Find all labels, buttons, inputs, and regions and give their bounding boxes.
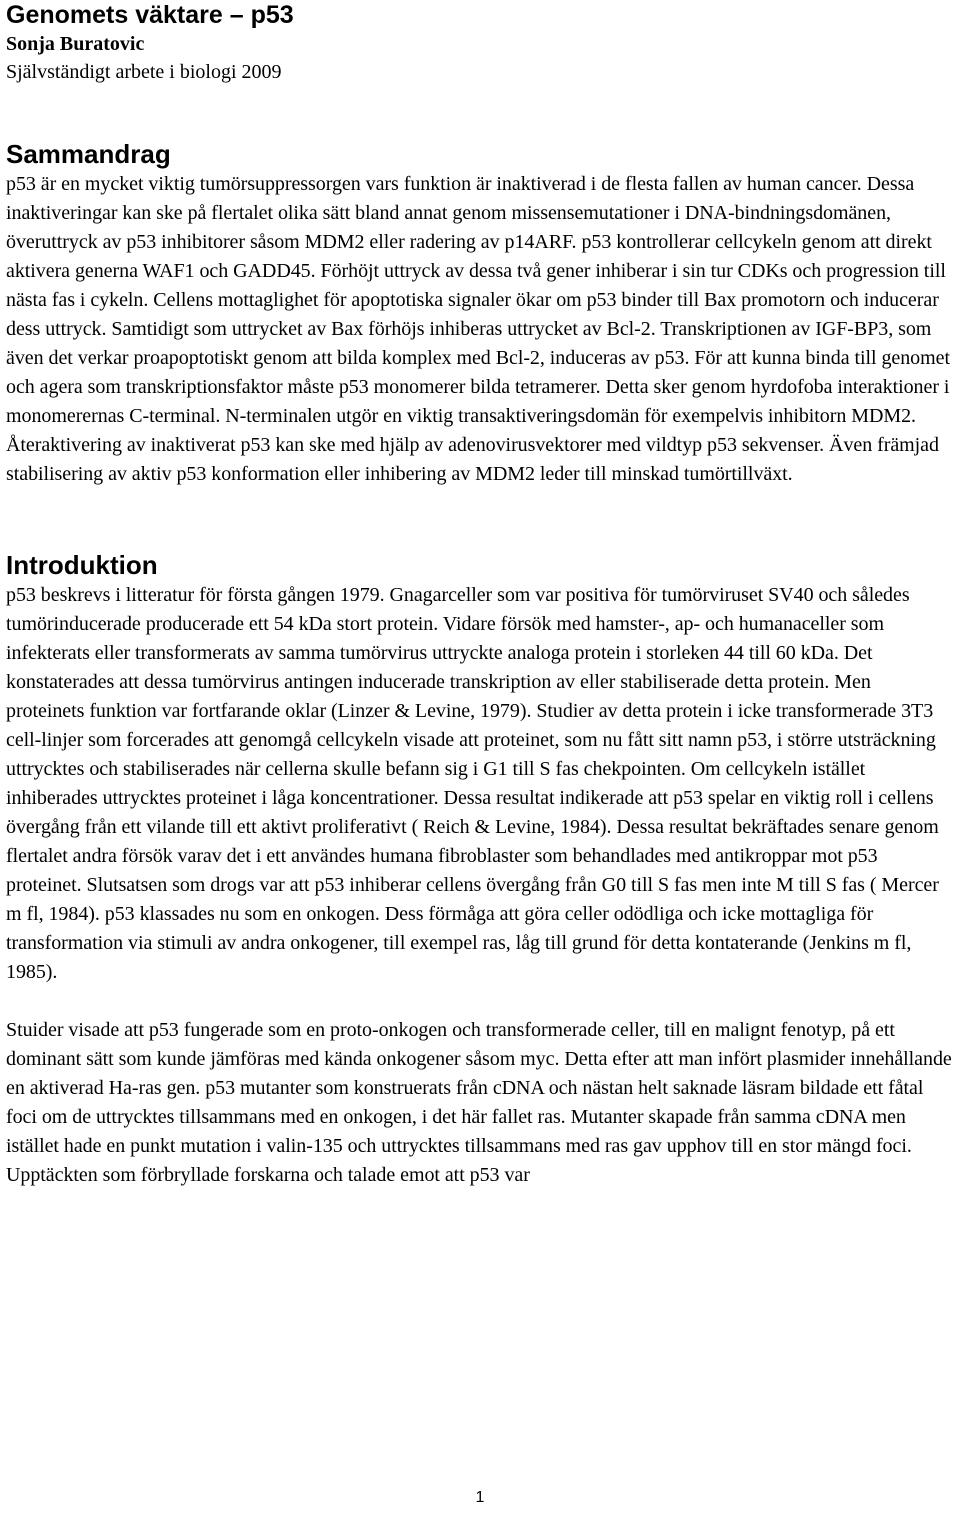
introduction-heading: Introduktion — [6, 550, 158, 580]
introduction-paragraph-1: p53 beskrevs i litteratur för första gången 1979. Gnagarceller som var positiva för tumörviruset SV40 och således tumörinducerade producerade ett 54 kDa stort protein. Vidare försök med hamster-, ap- och humanaceller som infekterats eller transformerats av samma tumörvirus uttryckte analoga protein i storleken 44 till 60 kDa. Det konstaterades att dessa tumörvirus antingen inducerade transkription av eller stabiliserade detta protein. Men proteinets funktion var fortfarande oklar (Linzer & Levine, 1979). Studier av detta protein i icke transformerade 3T3 cell-linjer som forcerades att genomgå cellcykeln visade att proteinet, som nu fått sitt namn p53, i större utsträckning uttrycktes och stabiliserades när cellerna skulle befann sig i G1 till S fas chekpointen. Om cellcykeln istället inhiberades uttrycktes proteinet i låga koncentrationer. Dessa resultat indikerade att p53 spelar en viktig roll i cellens övergång från ett vilande till ett aktivt proliferativt ( Reich & Levine, 1984). Dessa resultat bekräftades senare genom flertalet andra försök varav det i ett användes humana fibroblaster som behandlades med antikroppar mot p53 proteinet. Slutsatsen som drogs var att p53 inhiberar cellens övergång från G0 till S fas men inte M till S fas ( Mercer m fl, 1984). p53 klassades nu som en onkogen. Dess förmåga att göra celler odödliga och icke mottagliga för transformation via stimuli av andra onkogener, till exempel ras, låg till grund för detta kontaterande (Jenkins m fl, 1985). — [6, 584, 939, 983]
document-title: Genomets väktare – p53 — [6, 1, 294, 29]
introduction-paragraph-2: Stuider visade att p53 fungerade som en proto-onkogen och transformerade celler, till en malignt fenotyp, på ett dominant sätt som kunde jämföras med kända onkogener såsom myc. Detta efter att man infört plasmider innehållande en aktiverad Ha-ras gen. p53 mutanter som konstruerats från cDNA och nästan helt saknade läsram bildade ett fåtal foci om de uttrycktes tillsammans med en onkogen, i det här fallet ras. Mutanter skapade från samma cDNA men istället hade en punkt mutation i valin-135 och uttrycktes tillsammans med ras gav upphov till en stor mängd foci. Upptäckten som förbryllade forskarna och talade emot att p53 var — [6, 1019, 952, 1186]
summary-heading: Sammandrag — [6, 139, 171, 169]
summary-paragraph: p53 är en mycket viktig tumörsuppressorgen vars funktion är inaktiverad i de flesta fallen av human cancer. Dessa inaktiveringar kan ske på flertalet olika sätt bland annat genom missensemutationer i DNA-bindningsdomänen, överuttryck av p53 inhibitorer såsom MDM2 eller radering av p14ARF. p53 kontrollerar cellcykeln genom att direkt aktivera generna WAF1 och GADD45. Förhöjt uttryck av dessa två gener inhiberar i sin tur CDKs och progression till nästa fas i cykeln. Cellens mottaglighet för apoptotiska signaler ökar om p53 binder till Bax promotorn och inducerar dess uttryck. Samtidigt som uttrycket av Bax förhöjs inhiberas uttrycket av Bcl-2. Transkriptionen av IGF-BP3, som även det verkar proapoptotiskt genom att bilda komplex med Bcl-2, induceras av p53. För att kunna binda till genomet och agera som transkriptionsfaktor måste p53 monomerer bilda tetramerer. Detta sker genom hyrdofoba interaktioner i monomerernas C-terminal. N-terminalen utgör en viktig transaktiveringsdomän för exempelvis inhibitorn MDM2. Återaktivering av inaktiverat p53 kan ske med hjälp av adenovirusvektorer med vildtyp p53 sekvenser. Även främjad stabilisering av aktiv p53 konformation eller inhibering av MDM2 leder till minskad tumörtillväxt. — [6, 173, 950, 485]
author-name: Sonja Buratovic — [6, 33, 145, 55]
page-number: 1 — [475, 1489, 485, 1506]
course-info: Självständigt arbete i biologi 2009 — [6, 61, 282, 83]
